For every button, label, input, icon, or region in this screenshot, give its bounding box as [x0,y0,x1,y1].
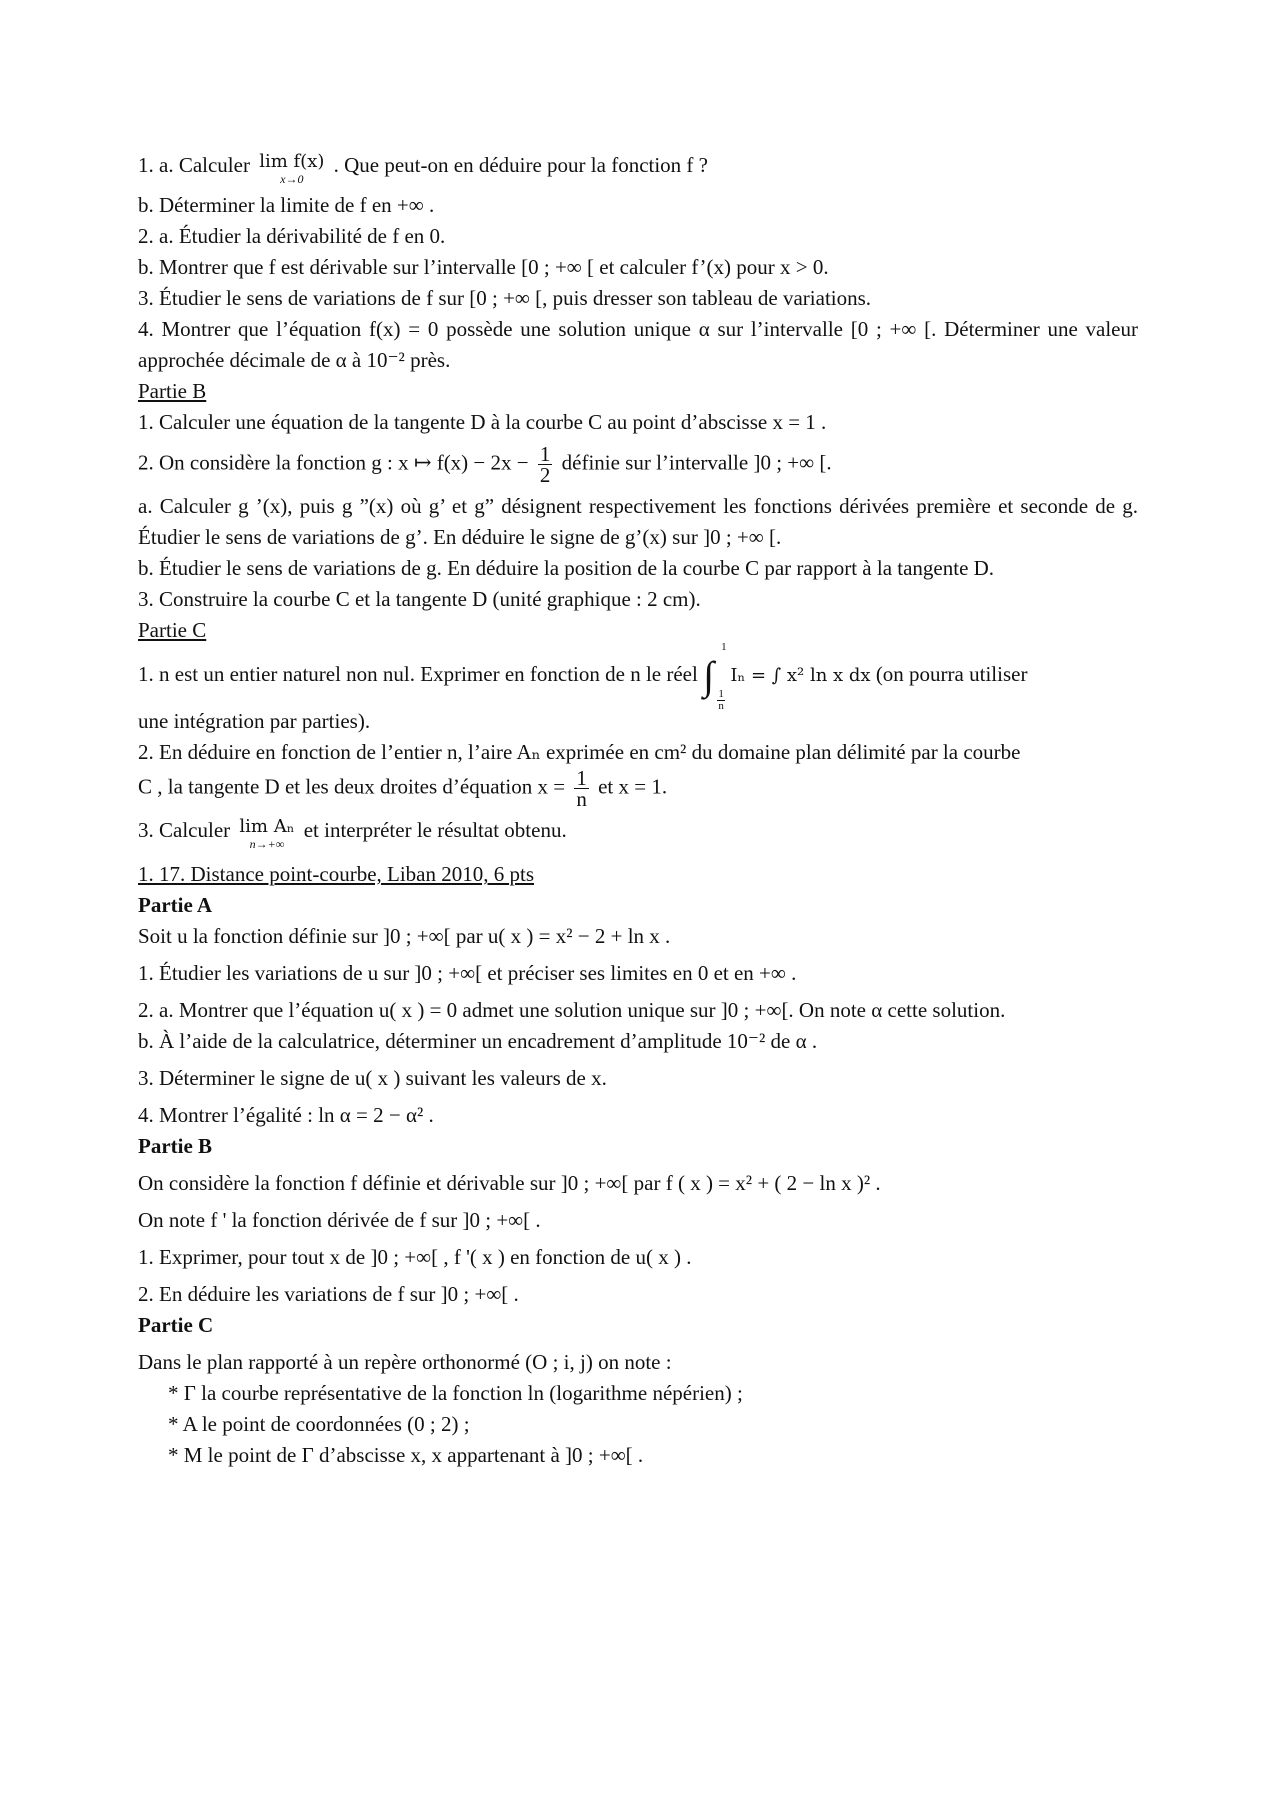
partie-c-question-3: 3. Calculer lim Aₙ n→+∞ et interpréter le résultat obtenu. [138,816,567,851]
partie-c-question-2-cont: C , la tangente D et les deux droites d’équation x = $\frac{1}{n}$ et x = 1. [138,766,668,811]
exercise-a-question-4: 4. Montrer l’égalité : ln α = 2 − α² . [138,1103,434,1127]
integral-sign: ∫ 1 1 n [703,641,727,712]
exercise-b-question-2: 2. En déduire les variations de f sur ]0 ; +∞[ . [138,1282,519,1306]
partie-b-question-2a: a. Calculer g ’(x), puis g ”(x) où g’ et g” désignent respectivement les fonctions dérivées première et seconde de g. Étudier le sens de variations de g’. En déduire le signe de g’(x) sur ]0 ; +∞ [. [138,494,1138,549]
document-page [138,150,1138,1471]
exercise-a-question-2b: b. À l’aide de la calculatrice, déterminer un encadrement d’amplitude 10⁻² de α . [138,1029,818,1053]
partie-b-question-1: 1. Calculer une équation de la tangente D à la courbe C au point d’abscisse x = 1 . [138,410,827,434]
exercise-a-question-2a: 2. a. Montrer que l’équation u( x ) = 0 admet une solution unique sur ]0 ; +∞[. On note α cette solution. [138,998,1006,1022]
exercise-a-question-3: 3. Déterminer le signe de u( x ) suivant les valeurs de x. [138,1066,607,1090]
section-heading-partie-c-2: Partie C [138,1313,214,1337]
partie-c-question-1: 1. n est un entier naturel non nul. Exprimer en fonction de n le réel ∫ 1 1 n Iₙ = ∫ x² ln x dx (on pourra utiliser [138,641,1028,712]
partie-b-question-2: 2. On considère la fonction g : x ↦ f(x) − 2x − $\frac{1}{2}$ définie sur l’intervalle ]0 ; +∞ [. [138,442,832,487]
question-4: 4. Montrer que l’équation f(x) = 0 possède une solution unique α sur l’intervalle [0 ; +∞ [. Déterminer une valeur approchée décimale de α à 10⁻² près. [138,317,1138,372]
exercise-c-item-3: * M le point de Γ d’abscisse x, x appartenant à ]0 ; +∞[ . [168,1443,644,1467]
section-heading-partie-a: Partie A [138,893,213,917]
exercise-c-item-1: * Γ la courbe représentative de la fonction ln (logarithme népérien) ; [168,1381,743,1405]
section-heading-partie-c: Partie C [138,618,207,642]
section-heading-partie-b-2: Partie B [138,1134,213,1158]
limit-expression: lim f(x) x→0 [259,151,325,186]
fraction-one-half: $\frac{1}{2}$ [539,442,551,487]
question-1b: b. Déterminer la limite de f en +∞ . [138,193,435,217]
limit-expression-an: lim Aₙ n→+∞ [239,816,295,851]
fraction-one-over-n: $\frac{1}{n}$ [576,766,587,811]
exercise-title: 1. 17. Distance point-courbe, Liban 2010, 6 pts [138,862,535,886]
question-2a: 2. a. Étudier la dérivabilité de f en 0. [138,224,446,248]
section-heading-partie-b: Partie B [138,379,207,403]
exercise-b-intro: On considère la fonction f définie et dérivable sur ]0 ; +∞[ par f ( x ) = x² + ( 2 − ln x )² . [138,1171,881,1195]
partie-c-question-2: 2. En déduire en fonction de l’entier n, l’aire Aₙ exprimée en cm² du domaine plan délimité par la courbe [138,740,1021,764]
question-1a: 1. a. Calculer lim f(x) x→0 . Que peut-on en déduire pour la fonction f ? [138,151,708,186]
question-3: 3. Étudier le sens de variations de f sur [0 ; +∞ [, puis dresser son tableau de variations. [138,286,872,310]
exercise-a-intro: Soit u la fonction définie sur ]0 ; +∞[ par u( x ) = x² − 2 + ln x . [138,924,671,948]
exercise-b-note: On note f ' la fonction dérivée de f sur ]0 ; +∞[ . [138,1208,541,1232]
exercise-c-intro: Dans le plan rapporté à un repère orthonormé (O ; i, j) on note : [138,1350,672,1374]
question-2b: b. Montrer que f est dérivable sur l’intervalle [0 ; +∞ [ et calculer f’(x) pour x > 0. [138,255,829,279]
exercise-c-item-2: * A le point de coordonnées (0 ; 2) ; [168,1412,470,1436]
exercise-a-question-1: 1. Étudier les variations de u sur ]0 ; +∞[ et préciser ses limites en 0 et en +∞ . [138,961,797,985]
partie-c-question-1-cont: une intégration par parties). [138,709,371,733]
partie-b-question-2b: b. Étudier le sens de variations de g. En déduire la position de la courbe C par rapport à la tangente D. [138,556,995,580]
partie-b-question-3: 3. Construire la courbe C et la tangente D (unité graphique : 2 cm). [138,587,701,611]
exercise-b-question-1: 1. Exprimer, pour tout x de ]0 ; +∞[ , f '( x ) en fonction de u( x ) . [138,1245,692,1269]
